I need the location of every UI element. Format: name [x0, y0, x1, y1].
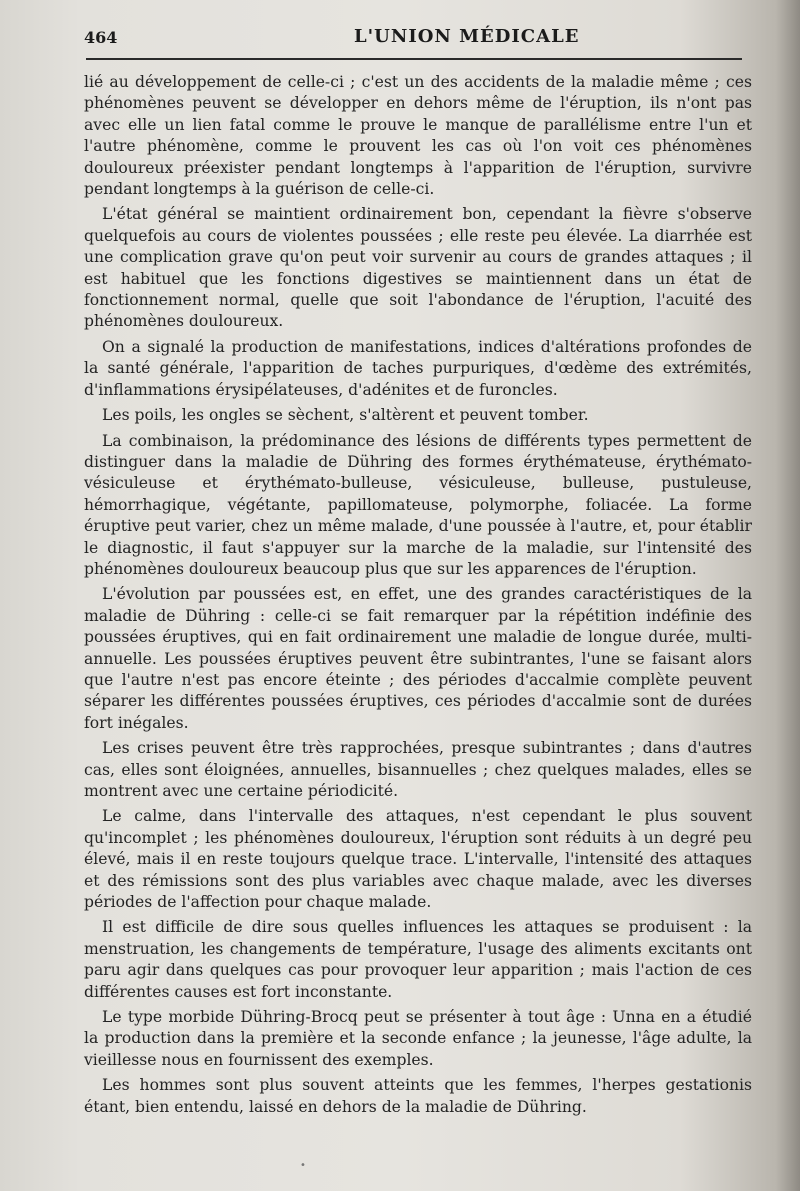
page-header [84, 26, 744, 56]
page-number: 464 [84, 28, 118, 47]
article-body [84, 72, 752, 1122]
paragraph: La combinaison, la prédominance des lésions de différents types permettent de distinguer dans la maladie de Dühring des formes érythémateuse, érythémato-vésiculeuse et érythémato-bulleuse, vésiculeuse, bulleuse, pustuleuse, hémorrhagique, végétante, papillomateuse, polymorphe, foliacée. La forme éruptive peut varier, chez un même malade, d'une poussée à l'autre, et, pour établir le diagnostic, il faut s'appuyer sur la marche de la maladie, sur l'intensité des phénomènes douloureux beaucoup plus que sur les apparences de l'éruption. [84, 431, 752, 578]
paragraph: lié au développement de celle-ci ; c'est un des accidents de la maladie même ; ces phénomènes peuvent se développer en dehors même de l'éruption, ils n'ont pas avec elle un lien fatal comme le prouve le manque de parallélisme entre l'un et l'autre phénomène, comme le prouvent les cas où l'on voit ces phénomènes douloureux préexister pendant longtemps à l'apparition de l'éruption, survivre pendant longtemps à la guérison de celle-ci. [84, 73, 752, 199]
paragraph: On a signalé la production de manifestations, indices d'altérations profondes de la santé générale, l'apparition de taches purpuriques, d'œdème des extrémités, d'inflammations érysipélateuses, d'adénites et de furoncles. [84, 337, 752, 399]
paragraph: Le type morbide Dühring-Brocq peut se présenter à tout âge : Unna en a étudié la production dans la première et la seconde enfance ; la jeunesse, l'âge adulte, la vieillesse nous en fournissent des exemples. [84, 1008, 752, 1069]
paragraph: L'évolution par poussées est, en effet, une des grandes caractéristiques de la maladie de Dühring : celle-ci se fait remarquer par la répétition indéfinie des poussées éruptives, qui en fait ordinairement une maladie de longue durée, multi-annuelle. Les poussées éruptives peuvent être subintrantes, l'une se faisant alors que l'autre n'est pas encore éteinte ; des périodes d'accalmie complète peuvent séparer les différentes poussées éruptives, ces périodes d'accalmie sont de durées fort inégales. [84, 585, 752, 732]
paragraph: Le calme, dans l'intervalle des attaques, n'est cependant le plus souvent qu'incomplet ; les phénomènes douloureux, l'éruption sont réduits à un degré peu élevé, mais il en reste toujours quelque trace. L'intervalle, l'intensité des attaques et des rémissions sont des plus variables avec chaque malade, avec les diverses périodes de l'affection pour chaque malade. [84, 807, 752, 912]
paragraph: Les crises peuvent être très rapprochées, presque subintrantes ; dans d'autres cas, elles sont éloignées, annuelles, bisannuelles ; chez quelques malades, elles se montrent avec une certaine périodicité. [84, 739, 752, 800]
paragraph: Les hommes sont plus souvent atteints que les femmes, l'herpes gestationis étant, bien entendu, laissé en dehors de la maladie de Dühring. [84, 1076, 752, 1116]
paragraph: L'état général se maintient ordinairement bon, cependant la fièvre s'observe quelquefois au cours de violentes poussées ; elle reste peu élevée. La diarrhée est une complication grave qu'on peut voir survenir au cours de grandes attaques ; il est habituel que les fonctions digestives se maintiennent dans un état de fonctionnement normal, quelle que soit l'abondance de l'éruption, l'acuité des phénomènes douloureux. [84, 205, 752, 331]
footer-dot: • [300, 1160, 306, 1171]
journal-title: L'UNION MÉDICALE [354, 26, 580, 47]
paragraph: Il est difficile de dire sous quelles influences les attaques se produisent : la menstruation, les changements de température, l'usage des aliments excitants ont paru agir dans quelques cas pour provoquer leur apparition ; mais l'action de ces différentes causes est fort inconstante. [84, 918, 752, 1001]
paragraph: Les poils, les ongles se sèchent, s'altèrent et peuvent tomber. [102, 406, 589, 425]
header-rule [86, 58, 742, 60]
